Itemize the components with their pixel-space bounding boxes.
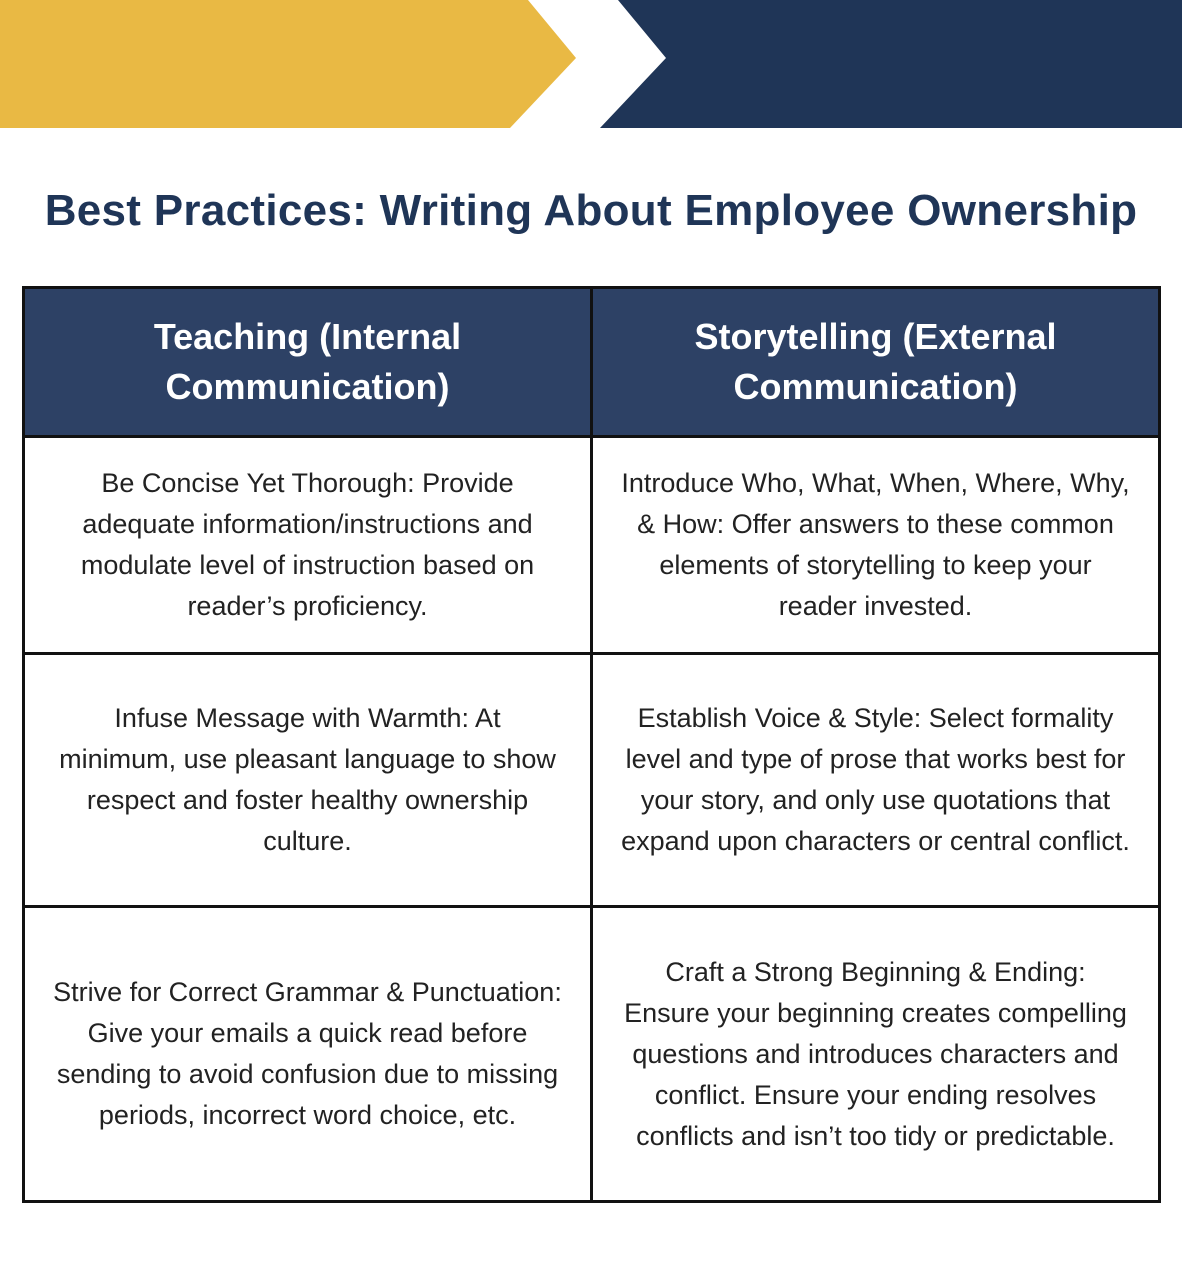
header-banner — [0, 0, 1182, 128]
table-cell-storytelling: Introduce Who, What, When, Where, Why, & How: Offer answers to these common elements of storytelling to keep your reader invested. — [592, 437, 1160, 654]
table-cell-teaching: Infuse Message with Warmth: At minimum, use pleasant language to show respect and foster healthy ownership culture. — [24, 654, 592, 907]
table-row — [24, 437, 1160, 654]
best-practices-table — [22, 286, 1161, 1203]
table-cell-storytelling: Establish Voice & Style: Select formality level and type of prose that works best for your story, and only use quotations that expand upon characters or central conflict. — [592, 654, 1160, 907]
banner-gold-chevron — [0, 0, 576, 128]
table-header-row — [24, 288, 1160, 437]
table-cell-teaching: Be Concise Yet Thorough: Provide adequate information/instructions and modulate level of instruction based on reader’s proficiency. — [24, 437, 592, 654]
table-cell-teaching: Strive for Correct Grammar & Punctuation: Give your emails a quick read before sending to avoid confusion due to missing periods, incorrect word choice, etc. — [24, 907, 592, 1202]
column-header-teaching: Teaching (Internal Communication) — [24, 288, 592, 437]
table-row — [24, 907, 1160, 1202]
banner-navy-chevron — [600, 0, 1182, 128]
page-title: Best Practices: Writing About Employee Ownership — [44, 186, 1138, 235]
table-row — [24, 654, 1160, 907]
column-header-storytelling: Storytelling (External Communication) — [592, 288, 1160, 437]
table-cell-storytelling: Craft a Strong Beginning & Ending: Ensure your beginning creates compelling questions and introduces characters and conflict. Ensure your ending resolves conflicts and isn’t too tidy or predictable. — [592, 907, 1160, 1202]
